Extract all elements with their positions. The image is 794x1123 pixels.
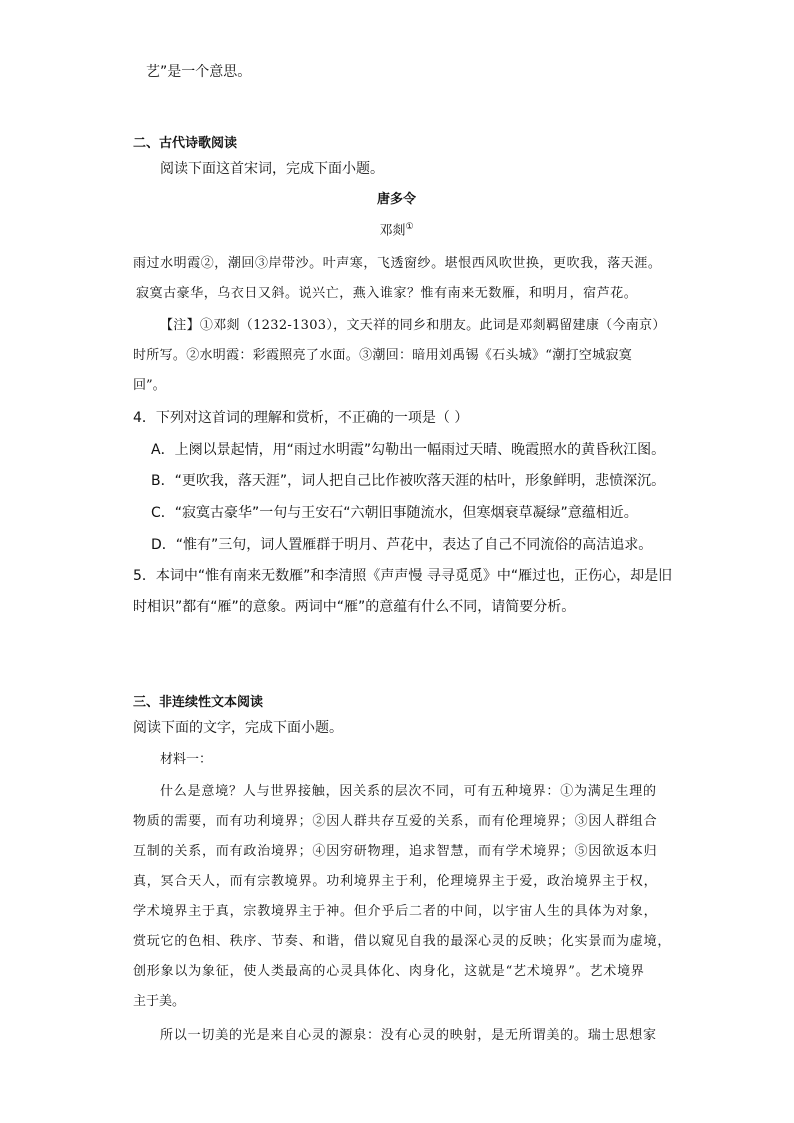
note-line-3: 回”。: [133, 378, 166, 393]
note-line-2: 时所写。②水明霞：彩霞照亮了水面。③潮回：暗用刘禹锡《石头城》“潮打空城寂寞: [133, 348, 633, 363]
section2-heading: 二、古代诗歌阅读: [133, 136, 238, 151]
material-paragraph-1-line-5: 学术境界主于真，宗教境界主于神。但介乎后二者的中间，以宇宙人生的具体为对象，: [133, 904, 658, 919]
material-paragraph-1-line-4: 真，冥合天人，而有宗教境界。功利境界主于利，伦理境界主于爱，政治境界主于权，: [133, 874, 658, 889]
poem-author: [133, 217, 660, 241]
question-5-line-1: 5．本词中“惟有南来无数雁”和李清照《声声慢 寻寻觅觅》中“雁过也，正伤心，却是旧: [133, 568, 673, 584]
section2-intro: 阅读下面这首宋词，完成下面小题。: [160, 161, 384, 177]
material-paragraph-1-line-8: 主于美。: [133, 994, 186, 1009]
question-4-option-b: B．“更吹我，落天涯”，词人把自己比作被吹落天涯的枯叶，形象鲜明，悲愤深沉。: [151, 473, 666, 489]
poem-author-name: 邓剡: [379, 223, 406, 239]
material-paragraph-1-line-6: 赏玩它的色相、秩序、节奏、和谐，借以窥见自我的最深心灵的反映；化实景而为虚境，: [133, 934, 672, 949]
material-paragraph-1-line-1: 什么是意境？人与世界接触，因关系的层次不同，可有五种境界：①为满足生理的: [160, 784, 657, 799]
poem-line-1: 雨过水明霞②，潮回③岸带沙。叶声寒，飞透窗纱。堪恨西风吹世换，更吹我，落天涯。: [133, 256, 662, 271]
material-paragraph-1-line-3: 互制的关系，而有政治境界；④因穷研物理，追求智慧，而有学术境界；⑤因欲返本归: [133, 844, 658, 859]
note-line-1: 【注】①邓剡（1232-1303），文天祥的同乡和朋友。此词是邓剡羁留建康（今南京）: [160, 318, 666, 333]
material-paragraph-1-line-7: 创形象以为象征，使人类最高的心灵具体化、肉身化，这就是“艺术境界”。艺术境界: [133, 964, 645, 979]
material-paragraph-1-line-2: 物质的需要，而有功利境界；②因人群共存互爱的关系，而有伦理境界；③因人群组合: [133, 814, 658, 829]
continuation-text: 艺”是一个意思。: [146, 64, 252, 80]
poem-line-2: 寂寞古豪华，乌衣日又斜。说兴亡，燕入谁家？惟有南来无数雁，和明月，宿芦花。: [136, 286, 638, 301]
poem-author-note-mark: ①: [405, 222, 414, 232]
question-4-option-d: D．“惟有”三句，词人置雁群于明月、芦花中，表达了自己不同流俗的高洁追求。: [151, 537, 653, 553]
section3-intro: 阅读下面的文字，完成下面小题。: [133, 720, 343, 736]
question-5-line-2: 时相识”都有“雁”的意象。两词中“雁”的意蕴有什么不同，请简要分析。: [133, 599, 576, 615]
section3-heading: 三、非连续性文本阅读: [133, 695, 264, 710]
material-paragraph-2-line-1: 所以一切美的光是来自心灵的源泉：没有心灵的映射，是无所谓美的。瑞士思想家: [160, 1028, 657, 1043]
question-4-option-a: A．上阕以景起情，用“雨过水明霞”勾勒出一幅雨过天晴、晚霞照水的黄昏秋江图。: [151, 442, 666, 458]
question-4-option-c: C．“寂寞古豪华”一句与王安石“六朝旧事随流水，但寒烟衰草凝绿”意蕴相近。: [151, 505, 638, 521]
question-4-stem: 4．下列对这首词的理解和赏析，不正确的一项是（ ）: [133, 410, 469, 426]
poem-title: 唐多令: [376, 192, 416, 207]
material-label: 材料一：: [160, 752, 213, 767]
